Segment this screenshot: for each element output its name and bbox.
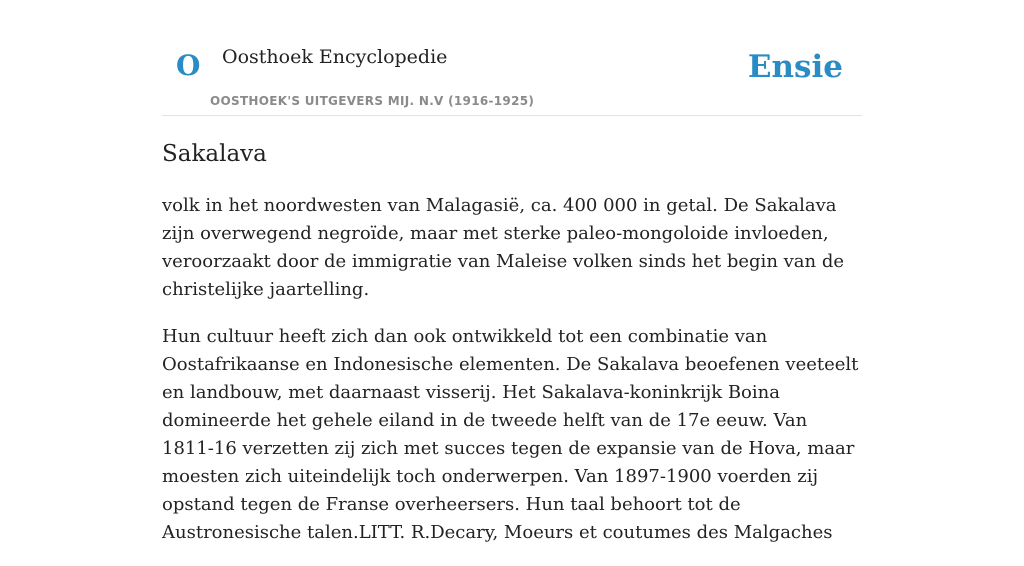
encyclopedia-title[interactable]: Oosthoek Encyclopedie (222, 46, 448, 68)
article-paragraph: Hun cultuur heeft zich dan ook ontwikkeld tot een combinatie van Oostafrikaanse en Indonesische elementen. De Sakalava beoefenen veeteelt en landbouw, met daarnaast visserij. Het Sakalava-koninkrijk Boina domineerde het gehele eiland in de tweede helft van de 17e eeuw. Van 1811-16 verzetten zij zich met succes tegen de expansie van de Hova, maar moesten zich uiteindelijk toch onderwerpen. Van 1897-1900 voerden zij opstand tegen de Franse overheersers. Hun taal behoort tot de Austronesische talen.LITT. R.Decary, Moeurs et coutumes des Malgaches (162, 326, 859, 543)
ensie-logo[interactable]: Ensie (747, 49, 843, 85)
article-paragraph: volk in het noordwesten van Malagasië, ca. 400 000 in getal. De Sakalava zijn overwegend negroïde, maar met sterke paleo-mongoloide invloeden, veroorzaakt door de immigratie van Maleise volken sinds het begin van de christelijke jaartelling. (162, 195, 845, 300)
publisher-label: OOSTHOEK'S UITGEVERS MIJ. N.V (1916-1925) (210, 94, 535, 108)
encyclopedia-logo[interactable]: O (176, 49, 201, 82)
article-title: Sakalava (162, 141, 267, 167)
site-header (162, 30, 862, 116)
article-body (162, 192, 862, 566)
